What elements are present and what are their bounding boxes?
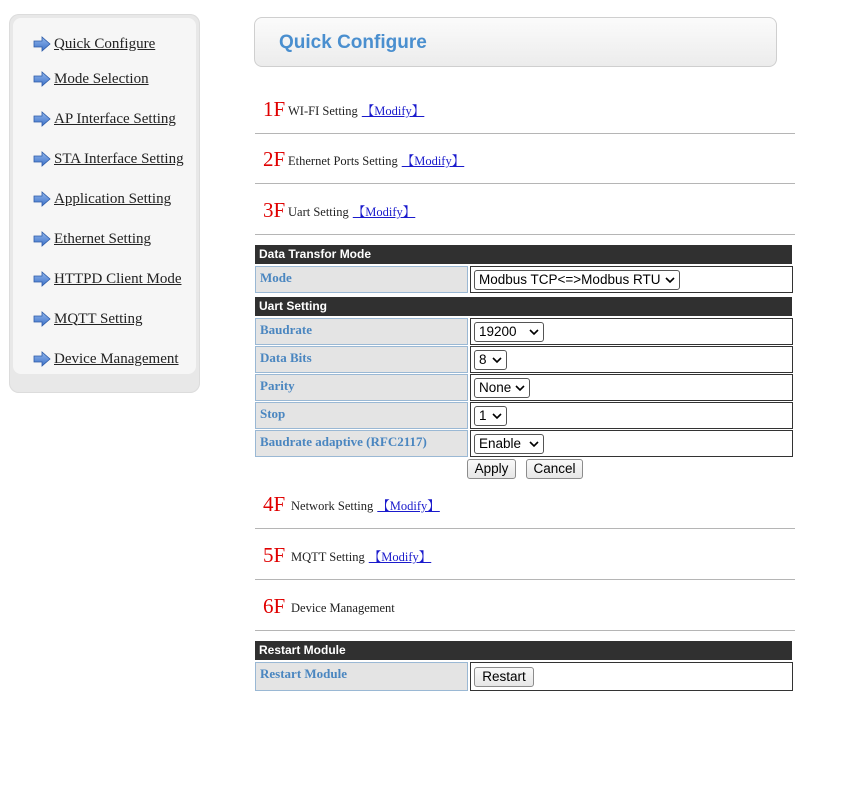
baudrate-adaptive-row [255,430,793,457]
parity-label: Parity [255,374,468,401]
baudrate-adaptive-select[interactable] [474,434,544,454]
stop-row [255,402,793,429]
sidebar-item-ap-interface-setting[interactable] [33,109,176,129]
sidebar-item-label: STA Interface Setting [54,150,184,167]
floor-device-management [255,580,795,631]
floor-number: 6F [263,594,286,618]
sidebar-item-httpd-client-mode[interactable] [33,269,182,289]
floor-label: WI-FI Setting [288,104,358,118]
stop-select-value: 1 [479,408,487,423]
modify-ethernet-link[interactable]: 【Modify】 [401,154,465,168]
sidebar-item-label: HTTPD Client Mode [54,270,182,287]
mode-row [255,266,793,293]
data-bits-select[interactable] [474,350,507,370]
sidebar-item-ethernet-setting[interactable] [33,229,151,249]
sidebar-item-sta-interface-setting[interactable] [33,149,184,169]
arrow-right-icon [33,351,51,367]
modify-wifi-link[interactable]: 【Modify】 [361,104,425,118]
apply-button[interactable]: Apply [467,459,516,479]
floor-network-setting [255,478,795,529]
modify-mqtt-link[interactable]: 【Modify】 [368,550,432,564]
sidebar-item-application-setting[interactable] [33,189,171,209]
floor-wifi-setting [255,83,795,134]
parity-cell [470,374,793,401]
data-bits-label: Data Bits [255,346,468,373]
sidebar-item-label: Mode Selection [54,70,149,87]
sidebar-item-quick-configure[interactable] [33,34,155,54]
baudrate-label: Baudrate [255,318,468,345]
page-title: Quick Configure [279,32,427,53]
floor-mqtt-setting [255,529,795,580]
mode-cell [470,266,793,293]
sidebar-item-mode-selection[interactable] [33,69,149,89]
sidebar-item-label: MQTT Setting [54,310,143,327]
sidebar-item-label: AP Interface Setting [54,110,176,127]
floor-label: Uart Setting [288,205,349,219]
data-bits-cell [470,346,793,373]
floor-number: 5F [263,543,286,567]
sidebar-item-label: Quick Configure [54,35,156,52]
mode-select[interactable] [474,270,680,290]
arrow-right-icon [33,36,51,52]
floor-number: 1F [263,97,286,121]
stop-label: Stop [255,402,468,429]
chevron-down-icon [529,440,539,448]
arrow-right-icon [33,231,51,247]
sidebar-item-label: Device Management [54,350,179,367]
data-transfer-header: Data Transfor Mode [255,245,792,264]
chevron-down-icon [529,328,539,336]
floor-label: Network Setting [291,499,374,513]
cancel-button[interactable]: Cancel [526,459,583,479]
mode-label: Mode [255,266,468,293]
sidebar-item-label: Application Setting [54,190,172,207]
uart-setting-header: Uart Setting [255,297,792,316]
restart-button[interactable]: Restart [474,667,534,687]
restart-module-header: Restart Module [255,641,792,660]
arrow-right-icon [33,151,51,167]
arrow-right-icon [33,271,51,287]
arrow-right-icon [33,71,51,87]
sidebar-item-label: Ethernet Setting [54,230,152,247]
arrow-right-icon [33,191,51,207]
chevron-down-icon [665,276,675,284]
chevron-down-icon [515,384,525,392]
floor-uart-setting [255,184,795,235]
modify-uart-link[interactable]: 【Modify】 [352,205,416,219]
arrow-right-icon [33,311,51,327]
data-bits-select-value: 8 [479,352,487,367]
chevron-down-icon [492,356,502,364]
baudrate-select[interactable] [474,322,544,342]
floor-label: Ethernet Ports Setting [288,154,398,168]
chevron-down-icon [492,412,502,420]
baudrate-select-value: 19200 [479,324,517,339]
baudrate-adaptive-cell [470,430,793,457]
baudrate-adaptive-select-value: Enable [479,436,522,451]
mode-select-value: Modbus TCP<=>Modbus RTU [479,272,661,287]
restart-row [255,662,793,691]
modify-network-link[interactable]: 【Modify】 [377,499,440,513]
baudrate-cell [470,318,793,345]
floor-number: 2F [263,147,286,171]
floor-number: 3F [263,198,286,222]
baudrate-adaptive-label: Baudrate adaptive (RFC2117) [255,430,468,457]
sidebar-item-mqtt-setting[interactable] [33,309,142,329]
sidebar-item-device-management[interactable] [33,349,179,369]
floor-ethernet-ports-setting [255,133,795,184]
arrow-right-icon [33,111,51,127]
stop-cell [470,402,793,429]
parity-select-value: None [479,380,512,395]
page-title-box [254,17,777,67]
data-bits-row [255,346,793,373]
stop-select[interactable] [474,406,507,426]
parity-row [255,374,793,401]
parity-select[interactable] [474,378,530,398]
baudrate-row [255,318,793,345]
restart-cell [470,662,793,691]
floor-label: MQTT Setting [291,550,365,564]
floor-label: Device Management [291,601,395,615]
restart-label: Restart Module [255,662,468,691]
floor-number: 4F [263,492,286,516]
